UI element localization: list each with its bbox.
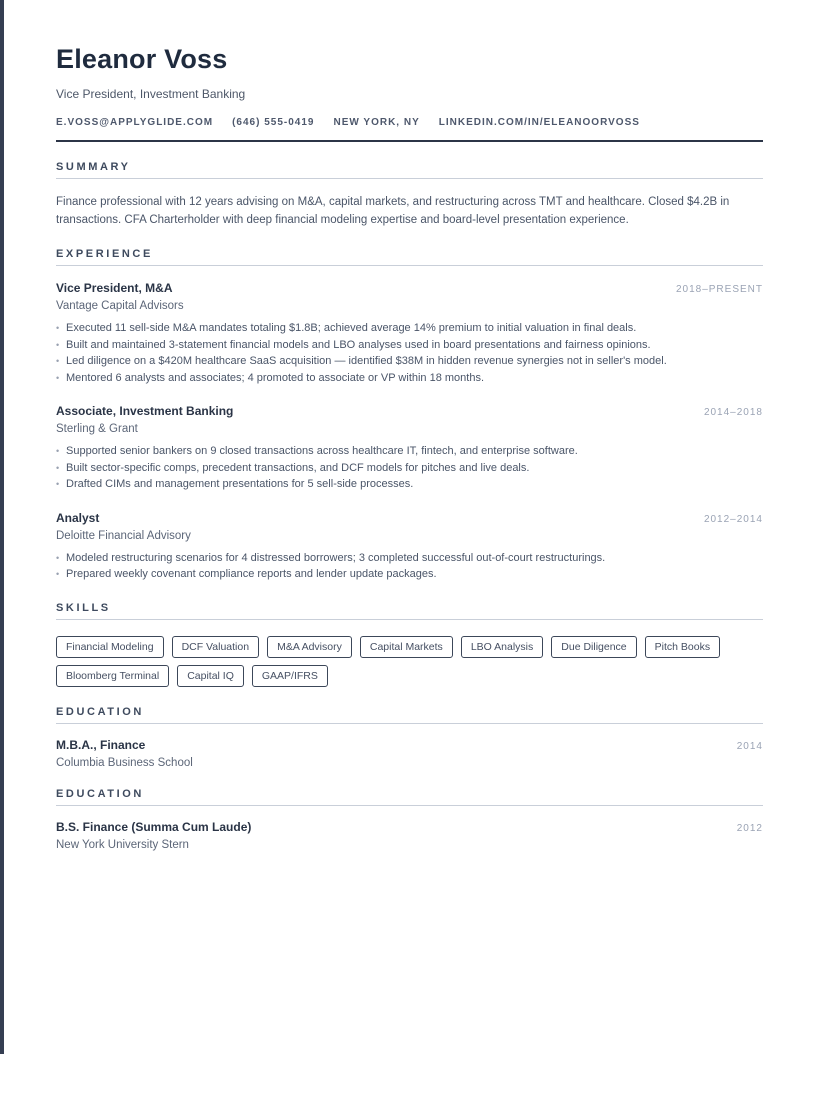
- bullet-item: [56, 353, 763, 370]
- degree-title: B.S. Finance (Summa Cum Laude): [56, 819, 252, 834]
- bullet-dot-icon: •: [56, 479, 60, 489]
- education-section: [56, 788, 763, 851]
- bullet-text: Modeled restructuring scenarios for 4 distressed borrowers; 3 completed successful out-of-court restructurings.: [66, 551, 606, 564]
- page-title: Eleanor Voss: [56, 44, 228, 74]
- section-divider: [56, 723, 763, 724]
- contact-item: LINKEDIN.COM/IN/ELEANOORVOSS: [438, 117, 640, 128]
- summary-text: Finance professional with 12 years advising on M&A, capital markets, and restructuring across TMT and healthcare. Closed $4.2B in transactions. CFA Charterholder with deep financial modeling expertise and board-level presentation experience.: [56, 196, 730, 226]
- section-divider: [56, 178, 763, 179]
- bullet-dot-icon: •: [56, 569, 60, 579]
- bullet-text: Executed 11 sell-side M&A mandates totaling $1.8B; achieved average 14% premium to initial valuation in final deals.: [66, 322, 637, 334]
- bullet-dot-icon: •: [56, 446, 60, 456]
- skill-chip: Capital Markets: [360, 636, 453, 658]
- skills-chip-list: [56, 636, 763, 687]
- bullet-text: Drafted CIMs and management presentations for 5 sell-side processes.: [66, 478, 414, 490]
- section-divider: [56, 265, 763, 266]
- summary-heading: SUMMARY: [56, 161, 131, 173]
- bullet-dot-icon: •: [56, 372, 60, 383]
- experience-heading: EXPERIENCE: [56, 248, 153, 260]
- role-bullet-list: [56, 550, 763, 583]
- role-dates: 2014–2018: [703, 407, 763, 418]
- bullet-dot-icon: •: [56, 323, 60, 333]
- bullet-item: [56, 320, 763, 337]
- education-sections: [56, 706, 763, 851]
- education-heading: EDUCATION: [56, 705, 144, 718]
- contact-item: NEW YORK, NY: [333, 117, 420, 128]
- role-dates: 2012–2014: [703, 513, 763, 525]
- role-title: Associate, Investment Banking: [56, 404, 234, 418]
- school-name: Columbia Business School: [56, 756, 193, 769]
- role-dates: 2018–PRESENT: [675, 284, 763, 295]
- experience-section: [56, 248, 763, 583]
- education-year: 2012: [736, 822, 763, 834]
- role-bullet-list: [56, 443, 763, 493]
- summary-section: [56, 161, 763, 229]
- role-company: Vantage Capital Advisors: [56, 300, 184, 312]
- bullet-dot-icon: •: [56, 552, 60, 563]
- bullet-text: Led diligence on a $420M healthcare SaaS acquisition — identified $38M in hidden revenue synergies not in seller's model.: [66, 355, 667, 367]
- role-title: Vice President, M&A: [56, 281, 173, 295]
- contact-item: E.VOSS@APPLYGLIDE.COM: [56, 117, 214, 128]
- role-company: Deloitte Financial Advisory: [56, 529, 191, 542]
- bullet-text: Prepared weekly covenant compliance reports and lender update packages.: [66, 568, 437, 580]
- skill-chip: GAAP/IFRS: [252, 665, 328, 687]
- contact-item: (646) 555-0419: [232, 117, 315, 128]
- education-section: [56, 706, 763, 769]
- school-name: New York University Stern: [56, 838, 189, 851]
- bullet-text: Built sector-specific comps, precedent transactions, and DCF models for pitches and live deals.: [66, 461, 530, 474]
- education-heading: EDUCATION: [56, 787, 144, 800]
- bullet-item: [56, 370, 763, 387]
- section-divider: [56, 805, 763, 806]
- degree-title: M.B.A., Finance: [56, 737, 146, 752]
- role-header: [56, 511, 763, 525]
- bullet-dot-icon: •: [56, 339, 60, 350]
- bullet-item: [56, 460, 763, 477]
- bullet-dot-icon: •: [56, 356, 60, 366]
- experience-role: [56, 404, 763, 493]
- bullet-text: Built and maintained 3-statement financial models and LBO analyses used in board presentations and fairness opinions.: [66, 338, 651, 351]
- experience-role: [56, 281, 763, 386]
- skill-chip: M&A Advisory: [267, 636, 352, 658]
- experience-roles: [56, 281, 763, 583]
- skills-section: [56, 602, 763, 687]
- job-title: Vice President, Investment Banking: [56, 87, 246, 101]
- degree-row: [56, 738, 763, 752]
- bullet-item: [56, 566, 763, 583]
- bullet-item: [56, 337, 763, 354]
- skill-chip: Financial Modeling: [56, 636, 164, 658]
- skill-chip: Capital IQ: [177, 665, 244, 687]
- resume-header: [56, 44, 763, 142]
- role-title: Analyst: [56, 510, 100, 525]
- skill-chip: Bloomberg Terminal: [56, 665, 169, 687]
- bullet-item: [56, 476, 763, 493]
- role-company: Sterling & Grant: [56, 423, 138, 435]
- section-divider: [56, 619, 763, 620]
- bullet-text: Mentored 6 analysts and associates; 4 promoted to associate or VP within 18 months.: [66, 371, 485, 384]
- bullet-text: Supported senior bankers on 9 closed transactions across healthcare IT, fintech, and enterprise software.: [66, 445, 578, 457]
- header-divider: [56, 140, 763, 142]
- degree-row: [56, 820, 763, 834]
- role-bullet-list: [56, 320, 763, 386]
- contact-row: [56, 117, 763, 128]
- skill-chip: DCF Valuation: [172, 636, 260, 658]
- role-header: [56, 404, 763, 418]
- skills-heading: SKILLS: [56, 601, 111, 614]
- skill-chip: Due Diligence: [551, 636, 636, 658]
- bullet-item: [56, 550, 763, 567]
- left-accent-bar: [0, 0, 4, 1054]
- role-header: [56, 281, 763, 295]
- bullet-dot-icon: •: [56, 462, 60, 473]
- experience-role: [56, 511, 763, 583]
- education-year: 2014: [736, 740, 763, 752]
- bullet-item: [56, 443, 763, 460]
- skill-chip: LBO Analysis: [461, 636, 543, 658]
- skill-chip: Pitch Books: [645, 636, 720, 658]
